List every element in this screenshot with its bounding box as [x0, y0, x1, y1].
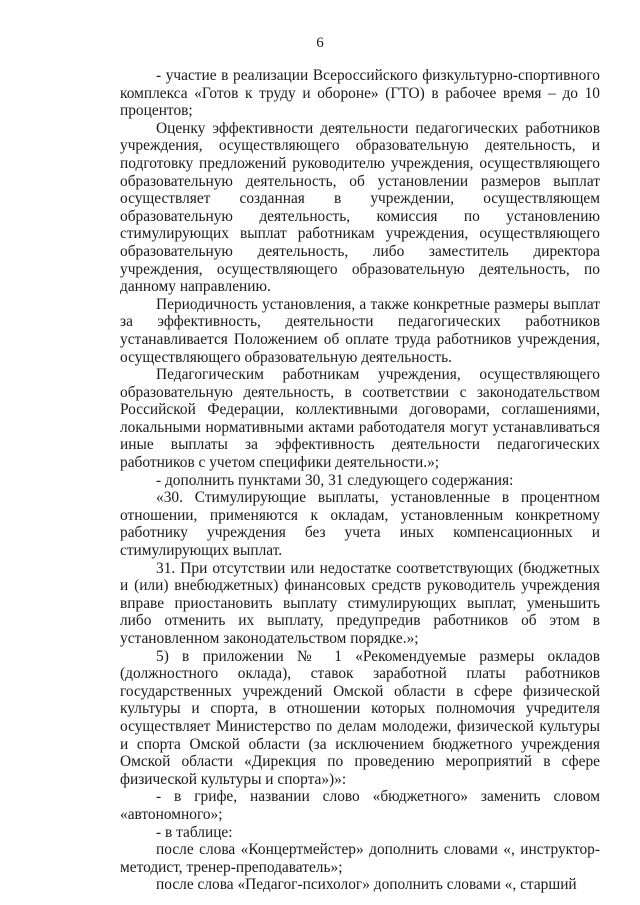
- paragraph-in-table: - в таблице:: [156, 823, 233, 841]
- paragraph-efficiency-assessment: Оценку эффективности деятельности педагогических работников учреждения, осуществляющего образовательную деятельность, и подготовку предложений руководителю учреждения, осуществляющего образовательную деятельность, об установлении размеров выплат осуществляет созданная в учреждении, осуществляющем образовательную деятельность, комиссия по установлению стимулирующих выплат работникам учреждения, осуществляющего образовательную деятельность, либо заместитель директора учреждения, осуществляющего образовательную деятельность, по данному направлению.: [120, 119, 600, 296]
- paragraph-concertmaster: после слова «Концертмейстер» дополнить словами «, инструктор-методист, тренер-преподаватель»;: [120, 841, 600, 876]
- page-number: 6: [316, 35, 324, 51]
- paragraph-payment-periodicity: Периодичность установления, а также конкретные размеры выплат за эффективность, деятельности педагогических работников устанавливается Положением об оплате труда работников учреждения, осуществляющего образовательную деятельность.: [120, 295, 600, 366]
- paragraph-point-31: 31. При отсутствии или недостатке соответствующих (бюджетных и (или) внебюджетных) финансовых средств руководитель учреждения вправе приостановить выплату стимулирующих выплат, уменьшить либо отменить их выплату, предупредив работников об этом в установленном законодательством порядке.»;: [120, 559, 600, 647]
- document-body: [120, 67, 600, 894]
- paragraph-appendix-1: 5) в приложении № 1 «Рекомендуемые размеры окладов (должностного оклада), ставок заработной платы работников государственных учреждений Омской области в сфере физической культуры и спорта, в отношении которых полномочия учредителя осуществляет Министерство по делам молодежи, физической культуры и спорта Омской области (за исключением бюджетного учреждения Омской области «Дирекция по проведению мероприятий в сфере физической культуры и спорта»)»:: [120, 647, 600, 788]
- paragraph-other-payments: Педагогическим работникам учреждения, осуществляющего образовательную деятельность, в соответствии с законодательством Российской Федерации, коллективными договорами, соглашениями, локальными нормативными актами работодателя могут устанавливаться иные выплаты за эффективность деятельности педагогических работников с учетом специфики деятельности.»;: [120, 366, 600, 472]
- paragraph-gto-participation: - участие в реализации Всероссийского физкультурно-спортивного комплекса «Готов к труду и обороне» (ГТО) в рабочее время – до 10 процентов;: [120, 67, 600, 120]
- paragraph-psychologist: после слова «Педагог-психолог» дополнить словами «, старший: [156, 876, 577, 894]
- paragraph-grif-title: - в грифе, названии слово «бюджетного» заменить словом «автономного»;: [120, 788, 600, 823]
- paragraph-add-points: - дополнить пунктами 30, 31 следующего содержания:: [156, 471, 514, 489]
- paragraph-point-30: «30. Стимулирующие выплаты, установленные в процентном отношении, применяются к окладам, установленным конкретному работнику учреждения без учета иных компенсационных и стимулирующих выплат.: [120, 489, 600, 560]
